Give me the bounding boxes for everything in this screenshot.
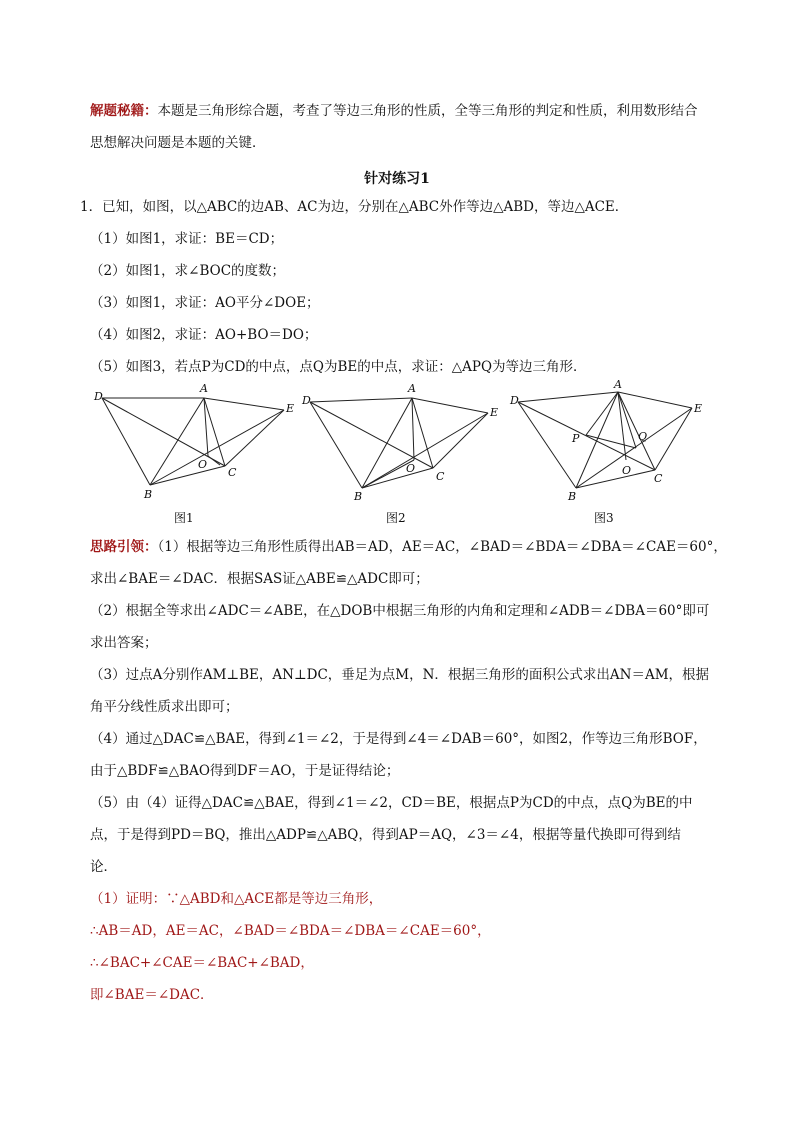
figure-3: [509, 380, 702, 525]
fig1-label-e: E: [286, 402, 295, 415]
fig3-label-d: D: [510, 394, 519, 407]
fig1-label-c: C: [228, 466, 237, 479]
caption-figure-1: 图1: [174, 511, 194, 525]
fig3-label-e: E: [694, 402, 703, 415]
figure-1: [93, 382, 294, 525]
hint-line-4: 求出答案；: [90, 635, 158, 651]
fig2-label-o: O: [406, 462, 416, 475]
fig2-label-e: E: [490, 406, 499, 419]
fig2-label-a: A: [408, 382, 416, 395]
caption-figure-3: 图3: [594, 511, 614, 525]
problem-part-1: （1）如图1，求证：BE＝CD；: [90, 231, 284, 247]
hint-line-1: [90, 538, 727, 556]
intro-line-1: [90, 102, 698, 120]
proof-line-2: ∴AB＝AD，AE＝AC，∠BAD＝∠BDA＝∠DBA＝∠CAE＝60°，: [90, 923, 491, 939]
fig1-label-o: O: [198, 458, 208, 471]
fig2-label-b: B: [354, 490, 363, 503]
fig1-label-d: D: [94, 390, 103, 403]
proof-line-4: 即∠BAE＝∠DAC．: [90, 987, 214, 1003]
proof-line-3: ∴∠BAC+∠CAE＝∠BAC+∠BAD，: [90, 955, 314, 971]
geometry-figures: [80, 380, 730, 525]
fig3-label-p: P: [572, 432, 580, 445]
hint-line-10: 点，于是得到PD＝BQ，推出△ADP≌△ABQ，得到AP＝AQ，∠3＝∠4，根据等量代换即可得到结: [90, 827, 681, 843]
hint-line-3: （2）根据全等求出∠ADC＝∠ABE，在△DOB中根据三角形的内角和定理和∠ADB＝∠DBA＝60°即可: [90, 603, 710, 619]
fig2-label-c: C: [436, 470, 445, 483]
problem-stem: 1．已知，如图，以△ABC的边AB、AC为边，分别在△ABC外作等边△ABD，等边△ACE．: [80, 199, 629, 215]
hint-line-5: （3）过点A分别作AM⊥BE，AN⊥DC，垂足为点M，N．根据三角形的面积公式求出AN＝AM，根据: [90, 667, 710, 683]
hint-line-2: 求出∠BAE＝∠DAC．根据SAS证△ABE≌△ADC即可；: [90, 571, 429, 587]
hint-line-11: 论．: [90, 859, 117, 875]
intro-line-2: 思想解决问题是本题的关键．: [90, 135, 266, 151]
hint-label: 思路引领：: [90, 539, 158, 555]
intro-label: 解题秘籍：: [90, 103, 158, 119]
section-title: 针对练习1: [364, 171, 430, 187]
problem-part-2: （2）如图1，求∠BOC的度数；: [90, 263, 286, 279]
figure-2: [301, 382, 498, 525]
fig3-label-a: A: [614, 380, 622, 391]
proof-line-1: （1）证明：∵△ABD和△ACE都是等边三角形，: [90, 891, 383, 907]
problem-part-3: （3）如图1，求证：AO平分∠DOE；: [90, 295, 320, 311]
fig1-label-a: A: [200, 382, 208, 395]
fig1-label-b: B: [144, 488, 153, 501]
hint-line-7: （4）通过△DAC≌△BAE，得到∠1＝∠2，于是得到∠4＝∠DAB＝60°，如图2，作等边三角形BOF，: [90, 731, 707, 747]
hint-line-8: 由于△BDF≌△BAO得到DF＝AO，于是证得结论；: [90, 763, 400, 779]
fig2-label-d: D: [302, 394, 311, 407]
fig3-label-o: O: [622, 464, 632, 477]
fig3-label-c: C: [654, 472, 663, 485]
problem-part-4: （4）如图2，求证：AO+BO＝DO；: [90, 327, 318, 343]
caption-figure-2: 图2: [386, 511, 406, 525]
fig3-label-b: B: [568, 490, 577, 503]
fig3-label-q: Q: [638, 430, 648, 443]
hint-text-1: （1）根据等边三角形性质得出AB＝AD，AE＝AC，∠BAD＝∠BDA＝∠DBA＝∠CAE＝60°，: [157, 539, 727, 555]
hint-line-6: 角平分线性质求出即可；: [90, 699, 239, 715]
hint-line-9: （5）由（4）证得△DAC≌△BAE，得到∠1＝∠2，CD＝BE，根据点P为CD的中点，点Q为BE的中: [90, 795, 693, 811]
problem-part-5: （5）如图3，若点P为CD的中点，点Q为BE的中点，求证：△APQ为等边三角形．: [90, 359, 587, 375]
intro-text-1: 本题是三角形综合题，考查了等边三角形的性质，全等三角形的判定和性质，利用数形结合: [157, 103, 698, 119]
